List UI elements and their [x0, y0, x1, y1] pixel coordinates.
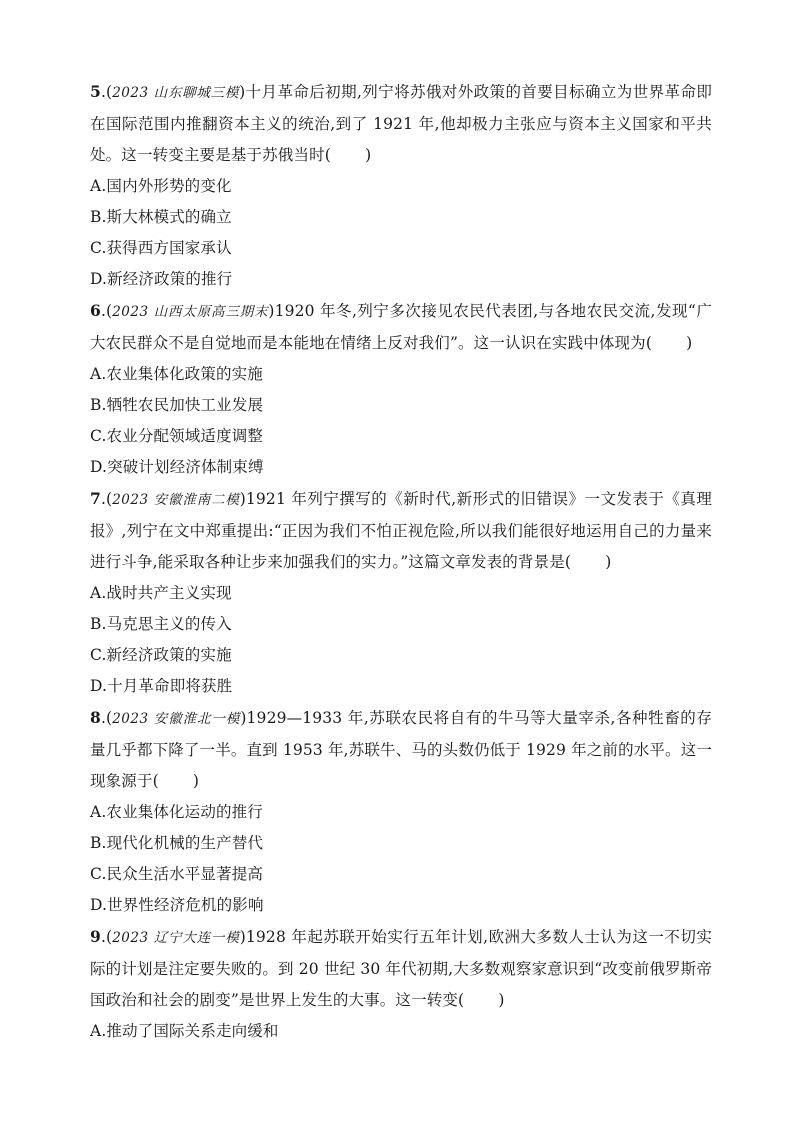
- question-number: 6: [90, 301, 101, 320]
- question-stem: 7.(2023 安徽淮南二模)1921 年列宁撰写的《新时代,新形式的旧错误》一文发表于《真理报》,列宁在文中郑重提出:“正因为我们不怕正视危险,所以我们能很好地运用自己的力量来进行斗争,能采取各种让步来加强我们的实力。”这篇文章发表的背景是( ): [90, 489, 712, 571]
- option-b: B.现代化机械的生产替代: [90, 834, 264, 852]
- question-stem: 9.(2023 辽宁大连一模)1928 年起苏联开始实行五年计划,欧洲大多数人士认为这一不切实际的计划是注定要失败的。到 20 世纪 30 年代初期,大多数观察家意识到“改变前俄罗斯帝国政治和社会的剧变”是世界上发生的大事。这一转变( ): [90, 927, 712, 1009]
- question-source: 2023 山东聊城三模: [112, 85, 240, 101]
- question-source: 2023 山西太原高三期末: [112, 304, 269, 320]
- option-c: C.新经济政策的实施: [90, 646, 232, 664]
- question-stem: 6.(2023 山西太原高三期末)1920 年冬,列宁多次接见农民代表团,与各地农民交流,发现“广大农民群众不是自觉地而是本能地在情绪上反对我们”。这一认识在实践中体现为( ): [90, 301, 712, 352]
- question-text: 十月革命后初期,列宁将苏俄对外政策的首要目标确立为世界革命即在国际范围内推翻资本主义的统治,到了 1921 年,他却极力主张应与资本主义国家和平共处。这一转变主要是基于苏俄当时: [90, 83, 712, 164]
- option-a: A.国内外形势的变化: [90, 177, 232, 195]
- option-d: D.十月革命即将获胜: [90, 677, 233, 695]
- question-7: [90, 483, 712, 702]
- option-c: C.农业分配领域适度调整: [90, 427, 264, 445]
- option-d: D.突破计划经济体制束缚: [90, 458, 264, 476]
- question-source: 2023 辽宁大连一模: [112, 930, 240, 946]
- question-8: [90, 702, 712, 921]
- option-d: D.世界性经济危机的影响: [90, 896, 264, 914]
- question-stem: 5.(2023 山东聊城三模)十月革命后初期,列宁将苏俄对外政策的首要目标确立为世界革命即在国际范围内推翻资本主义的统治,到了 1921 年,他却极力主张应与资本主义国家和平共处。这一转变主要是基于苏俄当时( ): [90, 82, 712, 164]
- question-number: 5: [90, 82, 101, 101]
- option-c: C.民众生活水平显著提高: [90, 865, 264, 883]
- question-stem: 8.(2023 安徽淮北一模)1929—1933 年,苏联农民将自有的牛马等大量宰杀,各种牲畜的存量几乎都下降了一半。直到 1953 年,苏联牛、马的头数仍低于 1929 年之前的水平。这一现象源于( ): [90, 708, 712, 790]
- question-number: 7: [90, 489, 101, 508]
- option-a: A.农业集体化政策的实施: [90, 365, 263, 383]
- question-5: [90, 76, 712, 295]
- option-d: D.新经济政策的推行: [90, 270, 233, 288]
- question-number: 9: [90, 927, 101, 946]
- question-6: [90, 295, 712, 483]
- document-page: [90, 76, 712, 1047]
- question-text: 1920 年冬,列宁多次接见农民代表团,与各地农民交流,发现“广大农民群众不是自觉地而是本能地在情绪上反对我们”。这一认识在实践中体现为: [90, 302, 712, 352]
- question-9: [90, 921, 712, 1047]
- option-b: B.马克思主义的传入: [90, 615, 232, 633]
- option-a: A.战时共产主义实现: [90, 584, 232, 602]
- option-c: C.获得西方国家承认: [90, 239, 232, 257]
- question-source: 2023 安徽淮北一模: [112, 711, 241, 727]
- question-text: 1929—1933 年,苏联农民将自有的牛马等大量宰杀,各种牲畜的存量几乎都下降了一半。直到 1953 年,苏联牛、马的头数仍低于 1929 年之前的水平。这一现象源于: [90, 709, 712, 790]
- option-a: A.推动了国际关系走向缓和: [90, 1022, 279, 1040]
- option-b: B.斯大林模式的确立: [90, 208, 232, 226]
- question-source: 2023 安徽淮南二模: [112, 492, 240, 508]
- option-a: A.农业集体化运动的推行: [90, 803, 263, 821]
- option-b: B.牺牲农民加快工业发展: [90, 396, 264, 414]
- question-text: 1921 年列宁撰写的《新时代,新形式的旧错误》一文发表于《真理报》,列宁在文中郑重提出:“正因为我们不怕正视危险,所以我们能很好地运用自己的力量来进行斗争,能采取各种让步来加强我们的实力。”这篇文章发表的背景是: [90, 490, 712, 571]
- question-text: 1928 年起苏联开始实行五年计划,欧洲大多数人士认为这一不切实际的计划是注定要失败的。到 20 世纪 30 年代初期,大多数观察家意识到“改变前俄罗斯帝国政治和社会的剧变”是世界上发生的大事。这一转变: [90, 928, 712, 1009]
- question-number: 8: [90, 708, 101, 727]
